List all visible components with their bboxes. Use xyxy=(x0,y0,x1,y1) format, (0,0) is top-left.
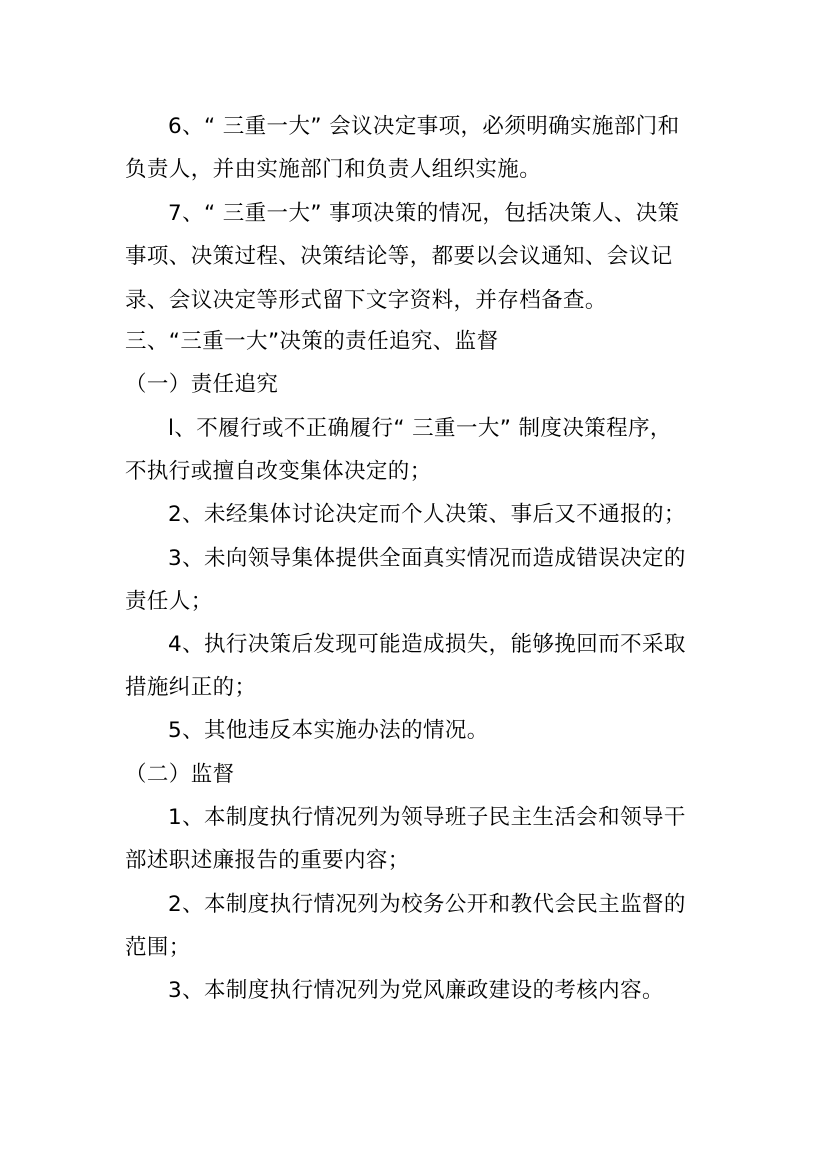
item-3-line-1: 3、未向领导集体提供全面真实情况而造成错误决定的 xyxy=(168,546,686,571)
paragraph-6-line-2: 负责人，并由实施部门和负责人组织实施。 xyxy=(125,157,542,182)
paragraph-7-line-3: 录、会议决定等形式留下文字资料，并存档备查。 xyxy=(125,288,607,313)
item-4-line-2: 措施纠正的； xyxy=(125,675,257,700)
item-1-line-2: 不执行或擅自改变集体决定的； xyxy=(125,459,432,484)
item-1-line-1: l、不履行或不正确履行“ 三重一大” 制度决策程序， xyxy=(168,416,672,441)
paragraph-6-line-1: 6、“ 三重一大” 会议决定事项，必须明确实施部门和 xyxy=(168,114,680,139)
supervision-3-line-1: 3、本制度执行情况列为党风廉政建设的考核内容。 xyxy=(168,978,664,1003)
supervision-1-line-2: 部述职述廉报告的重要内容； xyxy=(125,848,410,873)
subsection-1-heading: （一）责任追究 xyxy=(125,372,279,397)
supervision-2-line-1: 2、本制度执行情况列为校务公开和教代会民主监督的 xyxy=(168,892,686,917)
paragraph-7-line-2: 事项、决策过程、决策结论等，都要以会议通知、会议记 xyxy=(125,244,673,269)
supervision-2-line-2: 范围； xyxy=(125,935,191,960)
item-4-line-1: 4、执行决策后发现可能造成损失，能够挽回而不采取 xyxy=(168,632,686,657)
paragraph-7-line-1: 7、“ 三重一大” 事项决策的情况，包括决策人、决策 xyxy=(168,201,680,226)
item-3-line-2: 责任人； xyxy=(125,589,213,614)
item-5-line-1: 5、其他违反本实施办法的情况。 xyxy=(168,718,489,743)
supervision-1-line-1: 1、本制度执行情况列为领导班子民主生活会和领导干 xyxy=(168,805,686,830)
section-3-heading: 三、“三重一大”决策的责任追究、监督 xyxy=(125,329,499,354)
item-2-line-1: 2、未经集体讨论决定而个人决策、事后又不通报的； xyxy=(168,502,686,527)
subsection-2-heading: （二）监督 xyxy=(125,762,235,787)
